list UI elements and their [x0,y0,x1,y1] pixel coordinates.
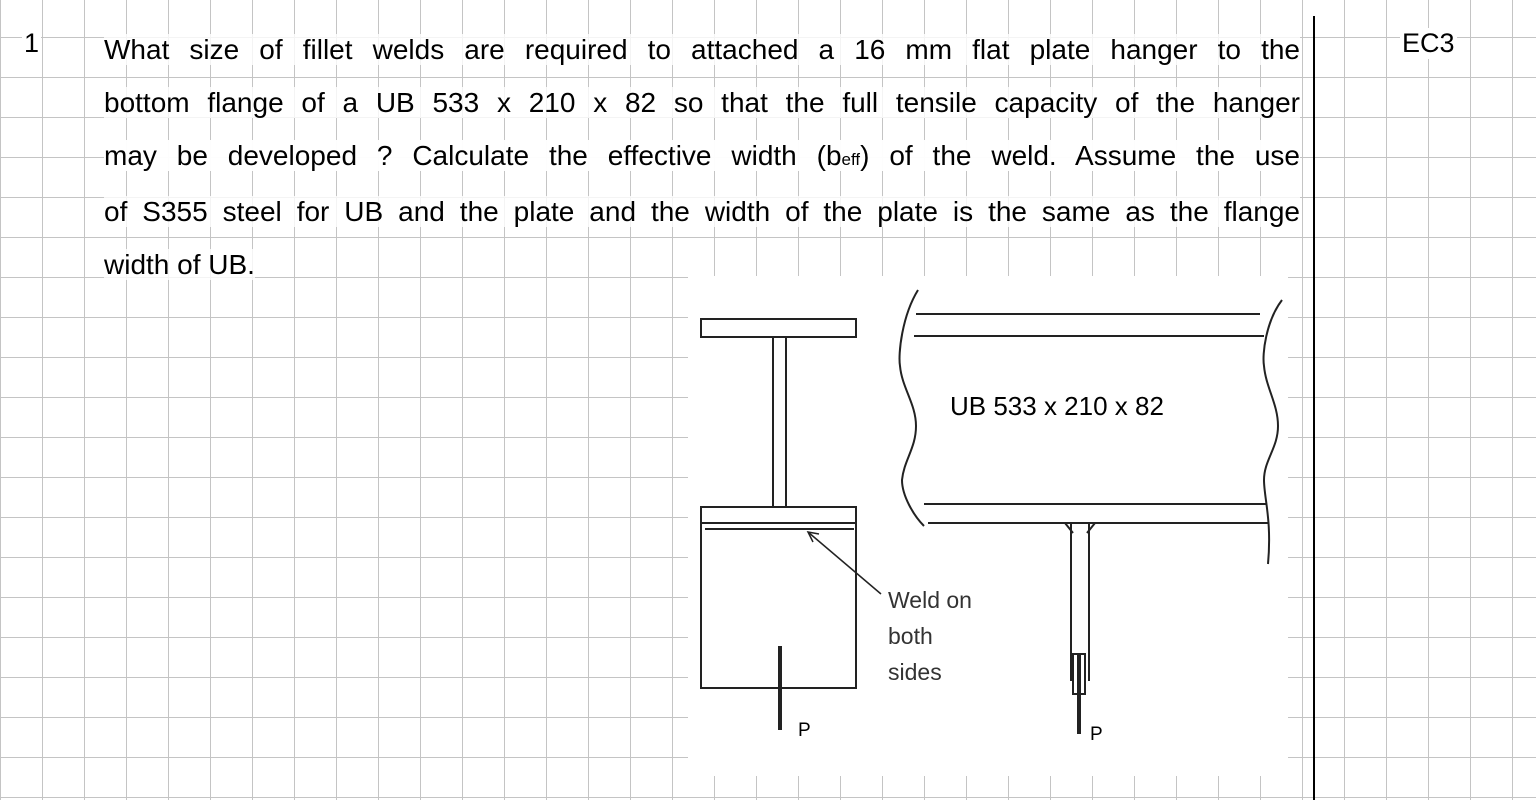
question-line-1: What size of fillet welds are required to attached a 16 mm flat plate hanger to the [104,34,1300,65]
column-divider [1313,16,1315,800]
break-line-left [900,290,924,526]
question-text [104,24,1300,292]
web [773,337,786,507]
beff-subscript: eff [841,149,861,169]
question-line-2: bottom flange of a UB 533 x 210 x 82 so that the full tensile capacity of the hanger [104,86,1300,118]
beam-label: UB 533 x 210 x 82 [950,391,1164,421]
ub-section-view [701,319,856,730]
line3-before: may be developed ? Calculate the effective width (b [104,139,842,171]
code-reference: EC3 [1402,28,1455,58]
question-line-3 [104,130,1300,187]
weld-note [888,582,972,690]
load-label-left: P [798,720,811,741]
weld-note-line-1: Weld on [888,587,972,613]
weld-note-line-3: sides [888,659,942,685]
load-label-right: P [1090,724,1103,745]
break-line-right [1264,300,1282,564]
figure-drawing [688,276,1288,776]
top-flange [701,319,856,337]
question-line-5: width of UB. [104,249,255,281]
bottom-flange [701,507,856,523]
weld-leader-arrow [808,532,881,594]
weld-note-line-2: both [888,623,933,649]
weld-hanger-figure [688,276,1288,776]
line3-after: ) of the weld. Assume the use [860,139,1301,171]
question-number: 1 [24,28,40,58]
question-line-4: of S355 steel for UB and the plate and the width of the plate is the same as the flange [104,196,1300,228]
